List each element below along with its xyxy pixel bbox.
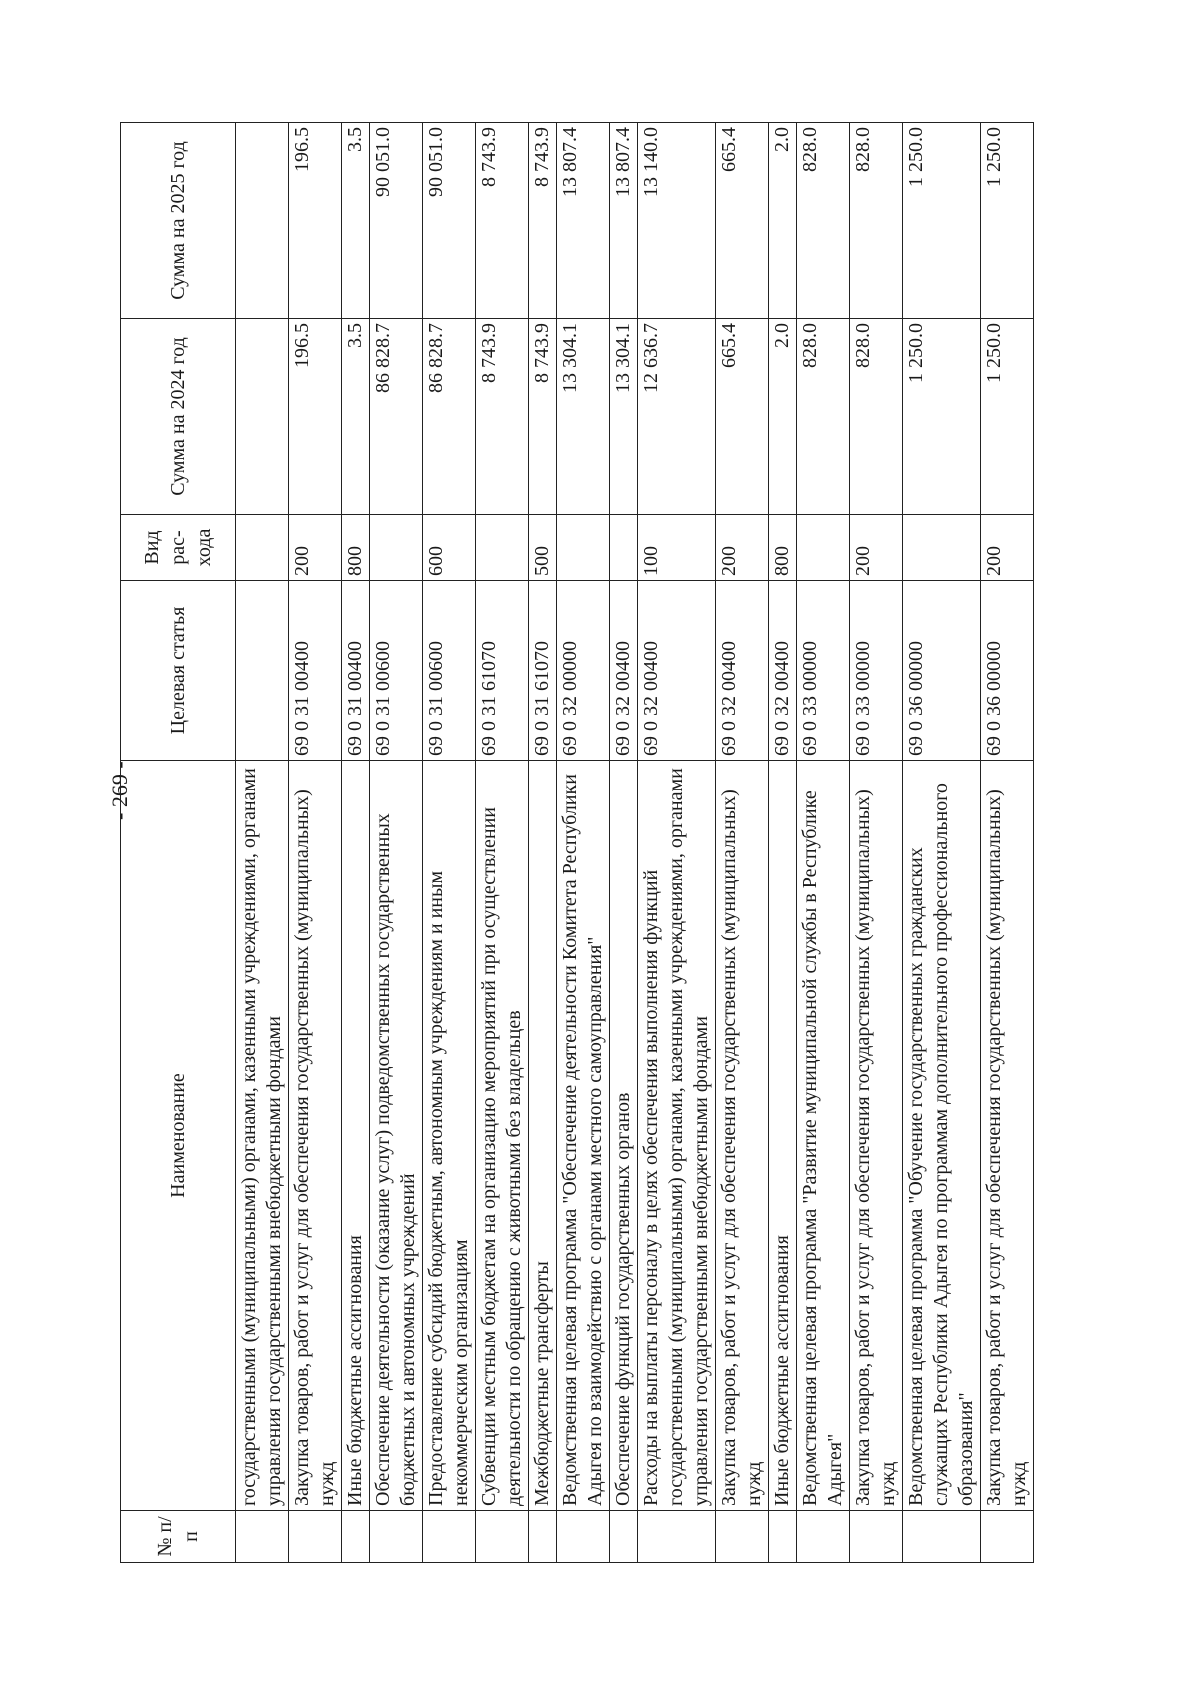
vid-cell bbox=[797, 515, 850, 581]
name-cell: Обеспечение деятельности (оказание услуг) подведомственных государственных бюджетных и автономных учреждений bbox=[370, 761, 423, 1511]
name-cell: Иные бюджетные ассигнования bbox=[342, 761, 370, 1511]
sum-2025-cell: 90 051.0 bbox=[370, 123, 423, 319]
sum-2024-cell: 1 250.0 bbox=[981, 319, 1034, 515]
table-header-row bbox=[121, 123, 236, 1563]
name-cell: Закупка товаров, работ и услуг для обеспечения государственных (муниципальных) нужд bbox=[716, 761, 769, 1511]
table-row bbox=[797, 123, 850, 1563]
code-cell: 69 0 33 00000 bbox=[850, 581, 903, 761]
vid-cell: 200 bbox=[716, 515, 769, 581]
sum-2024-cell: 13 304.1 bbox=[610, 319, 638, 515]
num-cell bbox=[903, 1511, 981, 1563]
table-row bbox=[850, 123, 903, 1563]
header-name: Наименование bbox=[121, 761, 236, 1511]
table-row bbox=[610, 123, 638, 1563]
num-cell bbox=[423, 1511, 476, 1563]
sum-2024-cell: 828.0 bbox=[797, 319, 850, 515]
num-cell bbox=[769, 1511, 797, 1563]
code-cell: 69 0 32 00400 bbox=[638, 581, 716, 761]
vid-cell: 200 bbox=[289, 515, 342, 581]
vid-cell: 200 bbox=[850, 515, 903, 581]
sum-2024-cell: 665.4 bbox=[716, 319, 769, 515]
num-cell bbox=[236, 1511, 289, 1563]
sum-2025-cell: 665.4 bbox=[716, 123, 769, 319]
num-cell bbox=[797, 1511, 850, 1563]
name-cell: Ведомственная целевая программа "Обеспечение деятельности Комитета Республики Адыгея по взаимодействию с органами местного самоуправления" bbox=[557, 761, 610, 1511]
header-sum-2024: Сумма на 2024 год bbox=[121, 319, 236, 515]
sum-2024-cell: 828.0 bbox=[850, 319, 903, 515]
sum-2025-cell: 90 051.0 bbox=[423, 123, 476, 319]
code-cell: 69 0 32 00400 bbox=[716, 581, 769, 761]
vid-cell: 200 bbox=[981, 515, 1034, 581]
num-cell bbox=[476, 1511, 529, 1563]
num-cell bbox=[342, 1511, 370, 1563]
vid-cell bbox=[557, 515, 610, 581]
table-row bbox=[423, 123, 476, 1563]
sum-2024-cell: 8 743.9 bbox=[529, 319, 557, 515]
header-num: № п/п bbox=[121, 1511, 236, 1563]
code-cell: 69 0 36 00000 bbox=[903, 581, 981, 761]
vid-cell: 800 bbox=[342, 515, 370, 581]
vid-cell: 800 bbox=[769, 515, 797, 581]
sum-2025-cell: 2.0 bbox=[769, 123, 797, 319]
rotated-table-container bbox=[120, 123, 1040, 1563]
name-cell: Обеспечение функций государственных органов bbox=[610, 761, 638, 1511]
sum-2025-cell: 1 250.0 bbox=[903, 123, 981, 319]
vid-cell bbox=[370, 515, 423, 581]
name-cell: государственными (муниципальными) органами, казенными учреждениями, органами управления государственными внебюджетными фондами bbox=[236, 761, 289, 1511]
sum-2025-cell: 8 743.9 bbox=[476, 123, 529, 319]
table-row bbox=[981, 123, 1034, 1563]
table-body bbox=[236, 123, 1034, 1563]
sum-2025-cell: 828.0 bbox=[850, 123, 903, 319]
num-cell bbox=[610, 1511, 638, 1563]
sum-2024-cell: 86 828.7 bbox=[370, 319, 423, 515]
name-cell: Закупка товаров, работ и услуг для обеспечения государственных (муниципальных) нужд bbox=[981, 761, 1034, 1511]
vid-cell: 600 bbox=[423, 515, 476, 581]
sum-2024-cell: 2.0 bbox=[769, 319, 797, 515]
name-cell: Предоставление субсидий бюджетным, автономным учреждениям и иным некоммерческим организациям bbox=[423, 761, 476, 1511]
num-cell bbox=[981, 1511, 1034, 1563]
table-row bbox=[342, 123, 370, 1563]
name-cell: Межбюджетные трансферты bbox=[529, 761, 557, 1511]
header-sum-2025: Сумма на 2025 год bbox=[121, 123, 236, 319]
code-cell: 69 0 36 00000 bbox=[981, 581, 1034, 761]
vid-cell bbox=[610, 515, 638, 581]
table-row bbox=[716, 123, 769, 1563]
num-cell bbox=[289, 1511, 342, 1563]
vid-cell: 100 bbox=[638, 515, 716, 581]
code-cell: 69 0 32 00400 bbox=[610, 581, 638, 761]
table-row bbox=[769, 123, 797, 1563]
code-cell bbox=[236, 581, 289, 761]
name-cell: Расходы на выплаты персоналу в целях обеспечения выполнения функций государственными (муниципальными) органами, казенными учреждениями, органами управления государственными внебюджетными фондами bbox=[638, 761, 716, 1511]
table-row bbox=[289, 123, 342, 1563]
code-cell: 69 0 31 00400 bbox=[289, 581, 342, 761]
sum-2025-cell: 8 743.9 bbox=[529, 123, 557, 319]
vid-cell bbox=[903, 515, 981, 581]
name-cell: Ведомственная целевая программа "Развитие муниципальной службы в Республике Адыгея" bbox=[797, 761, 850, 1511]
table-row bbox=[236, 123, 289, 1563]
sum-2024-cell bbox=[236, 319, 289, 515]
header-vid: Вид рас-хода bbox=[121, 515, 236, 581]
vid-cell bbox=[476, 515, 529, 581]
sum-2024-cell: 12 636.7 bbox=[638, 319, 716, 515]
table-row bbox=[370, 123, 423, 1563]
sum-2025-cell: 196.5 bbox=[289, 123, 342, 319]
name-cell: Закупка товаров, работ и услуг для обеспечения государственных (муниципальных) нужд bbox=[289, 761, 342, 1511]
table-row bbox=[476, 123, 529, 1563]
num-cell bbox=[850, 1511, 903, 1563]
name-cell: Субвенции местным бюджетам на организацию мероприятий при осуществлении деятельности по обращению с животными без владельцев bbox=[476, 761, 529, 1511]
page-number: - 269 - bbox=[107, 761, 132, 820]
code-cell: 69 0 31 00400 bbox=[342, 581, 370, 761]
sum-2025-cell: 828.0 bbox=[797, 123, 850, 319]
table-row bbox=[638, 123, 716, 1563]
code-cell: 69 0 31 61070 bbox=[529, 581, 557, 761]
code-cell: 69 0 32 00000 bbox=[557, 581, 610, 761]
sum-2025-cell: 13 807.4 bbox=[557, 123, 610, 319]
name-cell: Ведомственная целевая программа "Обучение государственных гражданских служащих Республики Адыгея по программам дополнительного профессионального образования" bbox=[903, 761, 981, 1511]
sum-2025-cell bbox=[236, 123, 289, 319]
sum-2024-cell: 1 250.0 bbox=[903, 319, 981, 515]
sum-2024-cell: 13 304.1 bbox=[557, 319, 610, 515]
vid-cell bbox=[236, 515, 289, 581]
sum-2024-cell: 8 743.9 bbox=[476, 319, 529, 515]
header-code: Целевая статья bbox=[121, 581, 236, 761]
code-cell: 69 0 33 00000 bbox=[797, 581, 850, 761]
code-cell: 69 0 32 00400 bbox=[769, 581, 797, 761]
sum-2024-cell: 3.5 bbox=[342, 319, 370, 515]
sum-2024-cell: 86 828.7 bbox=[423, 319, 476, 515]
num-cell bbox=[716, 1511, 769, 1563]
table-row bbox=[557, 123, 610, 1563]
budget-table bbox=[120, 122, 1034, 1563]
code-cell: 69 0 31 00600 bbox=[370, 581, 423, 761]
num-cell bbox=[529, 1511, 557, 1563]
sum-2025-cell: 13 807.4 bbox=[610, 123, 638, 319]
vid-cell: 500 bbox=[529, 515, 557, 581]
name-cell: Закупка товаров, работ и услуг для обеспечения государственных (муниципальных) нужд bbox=[850, 761, 903, 1511]
sum-2025-cell: 3.5 bbox=[342, 123, 370, 319]
sum-2024-cell: 196.5 bbox=[289, 319, 342, 515]
sum-2025-cell: 13 140.0 bbox=[638, 123, 716, 319]
code-cell: 69 0 31 00600 bbox=[423, 581, 476, 761]
name-cell: Иные бюджетные ассигнования bbox=[769, 761, 797, 1511]
num-cell bbox=[370, 1511, 423, 1563]
table-row bbox=[903, 123, 981, 1563]
code-cell: 69 0 31 61070 bbox=[476, 581, 529, 761]
sum-2025-cell: 1 250.0 bbox=[981, 123, 1034, 319]
num-cell bbox=[557, 1511, 610, 1563]
num-cell bbox=[638, 1511, 716, 1563]
table-row bbox=[529, 123, 557, 1563]
